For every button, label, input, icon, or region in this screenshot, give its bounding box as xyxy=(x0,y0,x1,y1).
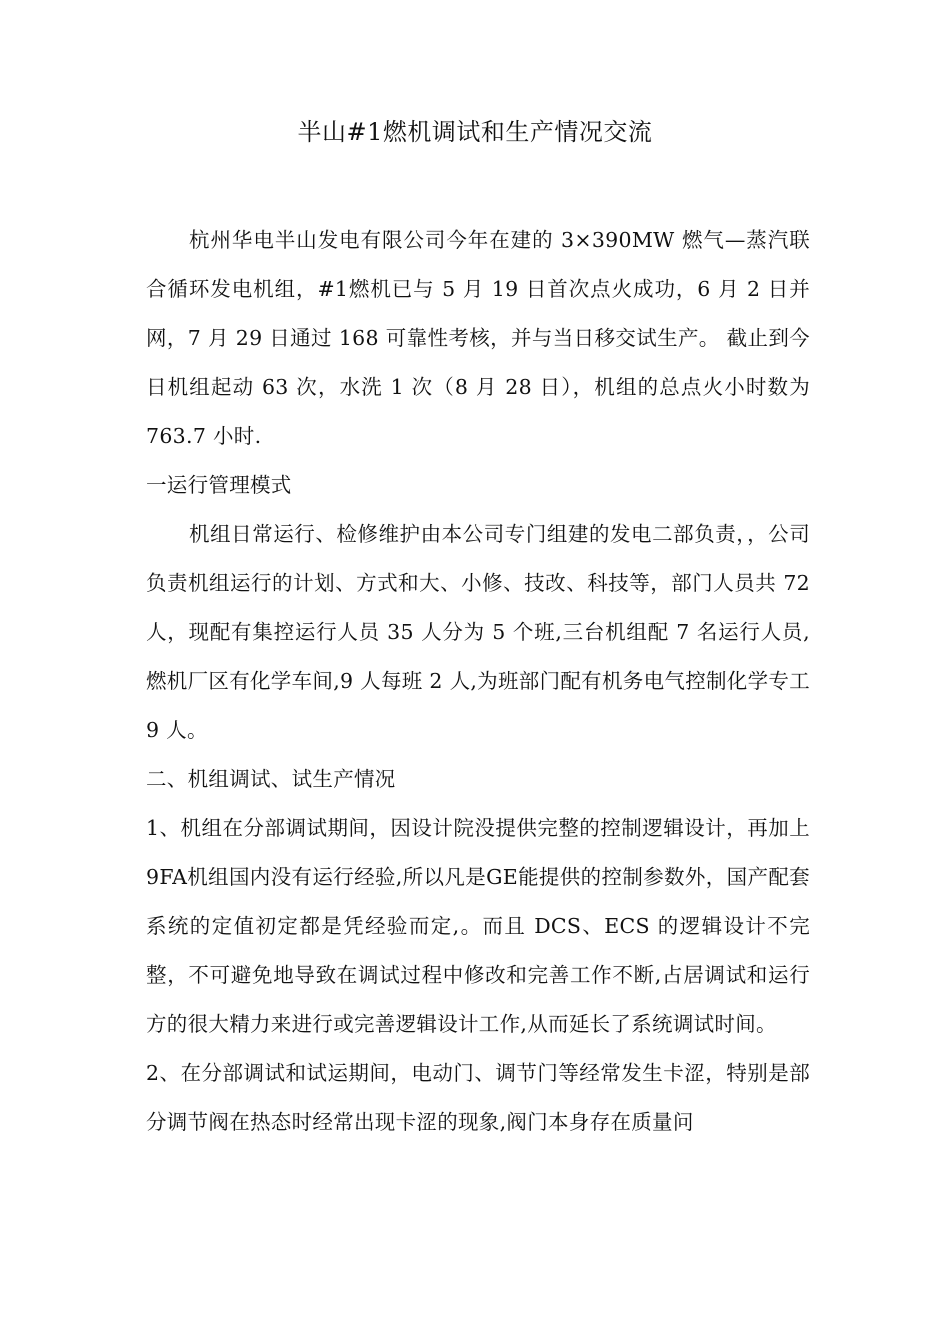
intro-paragraph: 杭州华电半山发电有限公司今年在建的 3×390MW 燃气—蒸汽联合循环发电机组，#1燃机已与 5 月 19 日首次点火成功，6 月 2 日并网，7 月 29 日通过 168 可靠性考核，并与当日移交试生产。 截止到今日机组起动 63 次，水洗 1 次（8 月 28 日），机组的总点火小时数为 763.7 小时. xyxy=(146,228,810,448)
document-title: 半山#1燃机调试和生产情况交流 xyxy=(297,118,653,146)
document-body xyxy=(146,216,810,1147)
section-heading-commissioning: 二、机组调试、试生产情况 xyxy=(146,767,396,791)
commissioning-item-2: 2、在分部调试和试运期间，电动门、调节门等经常发生卡涩，特别是部分调节阀在热态时经常出现卡涩的现象,阀门本身存在质量问 xyxy=(146,1061,810,1134)
section-heading-operation-mode: 一运行管理模式 xyxy=(146,473,292,497)
operation-mode-paragraph: 机组日常运行、检修维护由本公司专门组建的发电二部负责，，公司负责机组运行的计划、方式和大、小修、技改、科技等，部门人员共 72 人，现配有集控运行人员 35 人分为 5 个班,三台机组配 7 名运行人员,燃机厂区有化学车间,9 人每班 2 人,为班部门配有机务电气控制化学专工 9 人。 xyxy=(146,522,810,742)
commissioning-item-1: 1、机组在分部调试期间，因设计院没提供完整的控制逻辑设计，再加上9FA机组国内没有运行经验,所以凡是GE能提供的控制参数外，国产配套系统的定值初定都是凭经验而定,。而且 DCS、ECS 的逻辑设计不完整，不可避免地导致在调试过程中修改和完善工作不断,占居调试和运行方的很大精力来进行或完善逻辑设计工作,从而延长了系统调试时间。 xyxy=(146,816,810,1036)
